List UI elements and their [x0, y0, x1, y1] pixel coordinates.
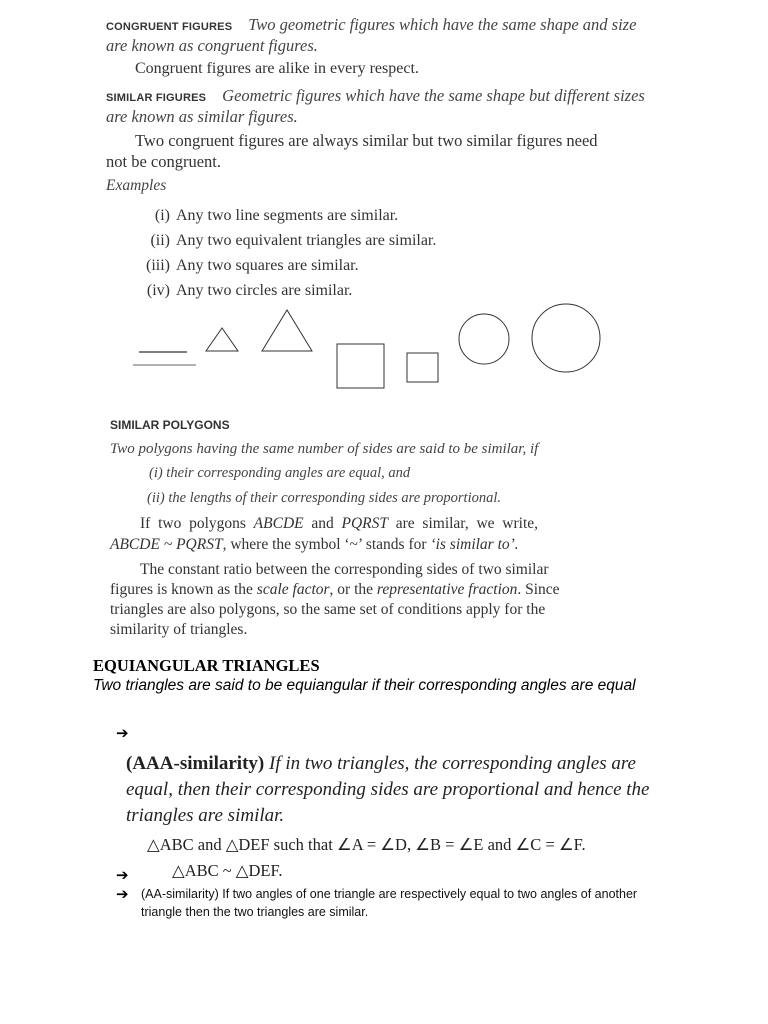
similar-figures-illustration: [0, 295, 768, 400]
similar-polygons-intro: Two polygons having the same number of sides are said to be similar, if: [110, 441, 539, 457]
aaa-similarity-statement: (AAA-similarity) If in two triangles, the corresponding angles are equal, then their corresponding sides are proportional and hence the triangles are similar.: [126, 753, 650, 826]
polygons-paragraph-2-line1: The constant ratio between the corresponding sides of two similar: [140, 561, 549, 578]
congruent-section: [106, 14, 646, 56]
polygons-paragraph-1-line1: If two polygons ABCDE and PQRST are similar, we write,: [140, 515, 539, 532]
similar-definition-line1: Geometric figures which have the same shape but different sizes: [222, 86, 645, 105]
congruent-note: Congruent figures are alike in every respect.: [135, 60, 419, 77]
similar-definition-line2: are known as similar figures.: [106, 107, 298, 126]
aaa-label: (AAA-similarity): [126, 753, 265, 774]
arrow-icon: ➔: [116, 867, 129, 884]
congruent-heading: CONGRUENT FIGURES: [106, 21, 233, 33]
polygons-paragraph-1-line2: ABCDE ~ PQRST, where the symbol ‘~’ stands for ‘is similar to’.: [110, 536, 519, 553]
large-triangle: [262, 310, 312, 351]
similar-note-line1: Two congruent figures are always similar but two similar figures need: [135, 131, 598, 150]
large-circle: [532, 304, 600, 372]
similar-polygons-condition-1: (i) their corresponding angles are equal, and: [149, 465, 411, 481]
aaa-result: △ABC ~ △DEF.: [172, 861, 283, 880]
similar-polygons-condition-2: (ii) the lengths of their corresponding sides are proportional.: [147, 490, 502, 506]
polygons-paragraph-2-line2: figures is known as the scale factor, or the representative fraction. Since: [110, 581, 560, 598]
polygons-paragraph-2-line4: similarity of triangles.: [110, 621, 248, 638]
small-circle: [459, 314, 509, 364]
list-item: (iii) Any two squares are similar.: [146, 257, 359, 274]
list-item: (iv) Any two circles are similar.: [146, 282, 353, 299]
list-item: (ii) Any two equivalent triangles are similar.: [150, 232, 437, 249]
congruent-definition-line1: Two geometric figures which have the same shape and size: [248, 15, 637, 34]
small-triangle: [206, 328, 238, 351]
examples-label: Examples: [106, 177, 167, 194]
large-square: [337, 344, 384, 388]
similar-heading: SIMILAR FIGURES: [106, 92, 207, 104]
aaa-given-condition: △ABC and △DEF such that ∠A = ∠D, ∠B = ∠E and ∠C = ∠F.: [147, 835, 586, 854]
similar-section: [106, 85, 646, 127]
arrow-icon: ➔: [116, 725, 129, 742]
small-square: [407, 353, 438, 382]
equiangular-definition: Two triangles are said to be equiangular if their corresponding angles are equal: [93, 677, 636, 694]
equiangular-heading: EQUIANGULAR TRIANGLES: [93, 656, 320, 675]
examples-list: [136, 203, 436, 303]
list-item: (i) Any two line segments are similar.: [154, 207, 399, 224]
similar-note-line2: not be congruent.: [106, 152, 222, 171]
similar-polygons-heading: SIMILAR POLYGONS: [110, 418, 230, 432]
polygons-paragraph-2-line3: triangles are also polygons, so the same set of conditions apply for the: [110, 601, 546, 618]
aa-similarity-statement: (AA-similarity) If two angles of one triangle are respectively equal to two angles of another triangle then the two triangles are similar.: [141, 887, 638, 919]
arrow-icon: ➔: [116, 886, 129, 903]
congruent-definition-line2: are known as congruent figures.: [106, 36, 318, 55]
